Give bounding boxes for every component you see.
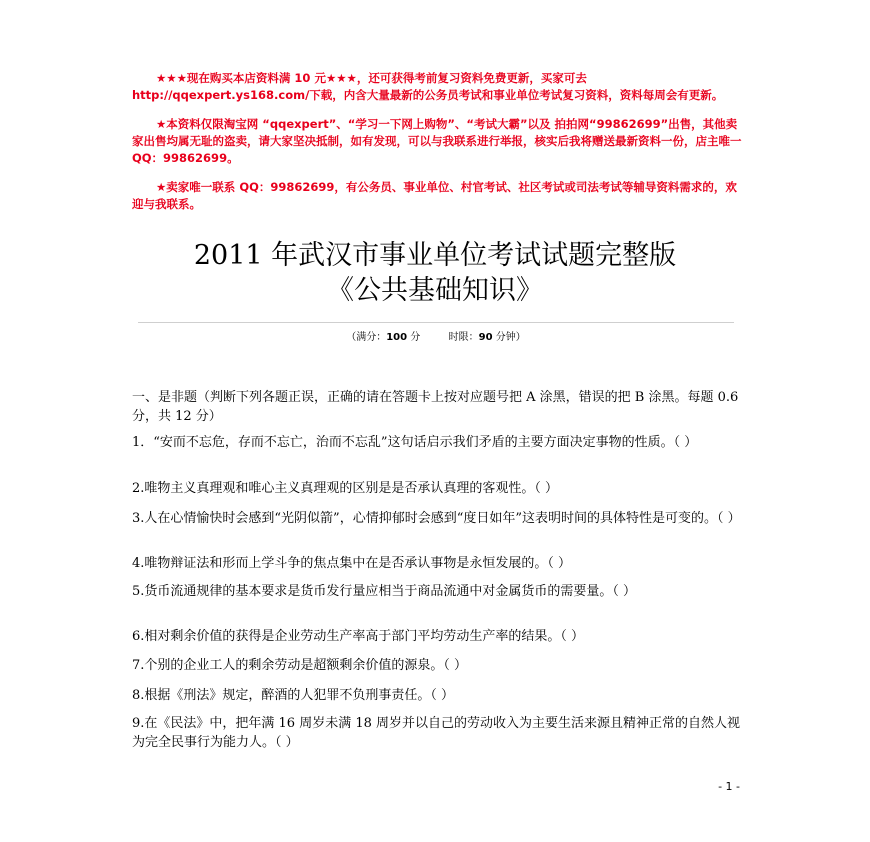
question-6: 6.相对剩余价值的获得是企业劳动生产率高于部门平均劳动生产率的结果。（ ） [132, 629, 585, 644]
question-4: 4.唯物辩证法和形而上学斗争的焦点集中在是否承认事物是永恒发展的。（ ） [132, 556, 572, 571]
question-8: 8.根据《刑法》规定，醉酒的人犯罪不负刑事责任。（ ） [132, 688, 455, 703]
section-heading: 一、是非题（判断下列各题正误，正确的请在答题卡上按对应题号把 A 涂黑，错误的把 B 涂黑。每题 0.6 分，共 12 分） [132, 390, 739, 424]
question-3: 3.人在心情愉快时会感到“光阴似箭”，心情抑郁时会感到“度日如年”这表明时间的具体特性是可变的。（ ） [132, 511, 741, 526]
time-limit-value: 90 [478, 332, 493, 343]
notice-paragraph-1: ★★★现在购买本店资料满 10 元★★★，还可获得考前复习资料免费更新，买家可去 http://qqexpert.ys168.com/下载，内含大量最新的公务员考试和事业单位考试复习资料，资料每周会有更新。 [132, 71, 724, 102]
document-title-line-2: 《公共基础知识》 [327, 275, 543, 306]
full-score-unit: 分 [407, 332, 421, 343]
question-2: 2.唯物主义真理观和唯心主义真理观的区别是是否承认真理的客观性。（ ） [132, 481, 559, 496]
notice-paragraph-3: ★卖家唯一联系 QQ：99862699，有公务员、事业单位、村官考试、社区考试或司法考试等辅导资料需求的，欢迎与我联系。 [132, 180, 737, 211]
question-5: 5.货币流通规律的基本要求是货币发行量应相当于商品流通中对金属货币的需要量。（ ） [132, 584, 637, 599]
question-9: 9.在《民法》中，把年满 16 周岁未满 18 周岁并以自己的劳动收入为主要生活来源且精神正常的自然人视为完全民事行为能力人。（ ） [132, 716, 741, 750]
question-1: 1．“安而不忘危，存而不忘亡，治而不忘乱”这句话启示我们矛盾的主要方面决定事物的性质。（ ） [132, 435, 698, 450]
full-score-label: （满分： [346, 332, 387, 343]
time-limit-label: 时限： [448, 332, 479, 343]
question-7: 7.个别的企业工人的剩余劳动是超额剩余价值的源泉。（ ） [132, 658, 468, 673]
time-limit-unit: 分钟） [492, 332, 526, 343]
title-divider [138, 322, 734, 323]
score-info [138, 331, 734, 345]
notice-paragraph-2: ★本资料仅限淘宝网 “qqexpert”、“学习一下网上购物”、“考试大霸”以及 拍拍网“99862699”出售，其他卖家出售均属无耻的盗卖，请大家坚决抵制，如有发现，可以与我联系进行举报，核实后我将赠送最新资料一份，店主唯一 QQ：99862699。 [132, 117, 742, 165]
page-number: - 1 - [718, 780, 740, 793]
full-score-value: 100 [386, 332, 408, 343]
document-title-line-1: 2011 年武汉市事业单位考试试题完整版 [193, 240, 677, 271]
notice-block [132, 70, 744, 213]
